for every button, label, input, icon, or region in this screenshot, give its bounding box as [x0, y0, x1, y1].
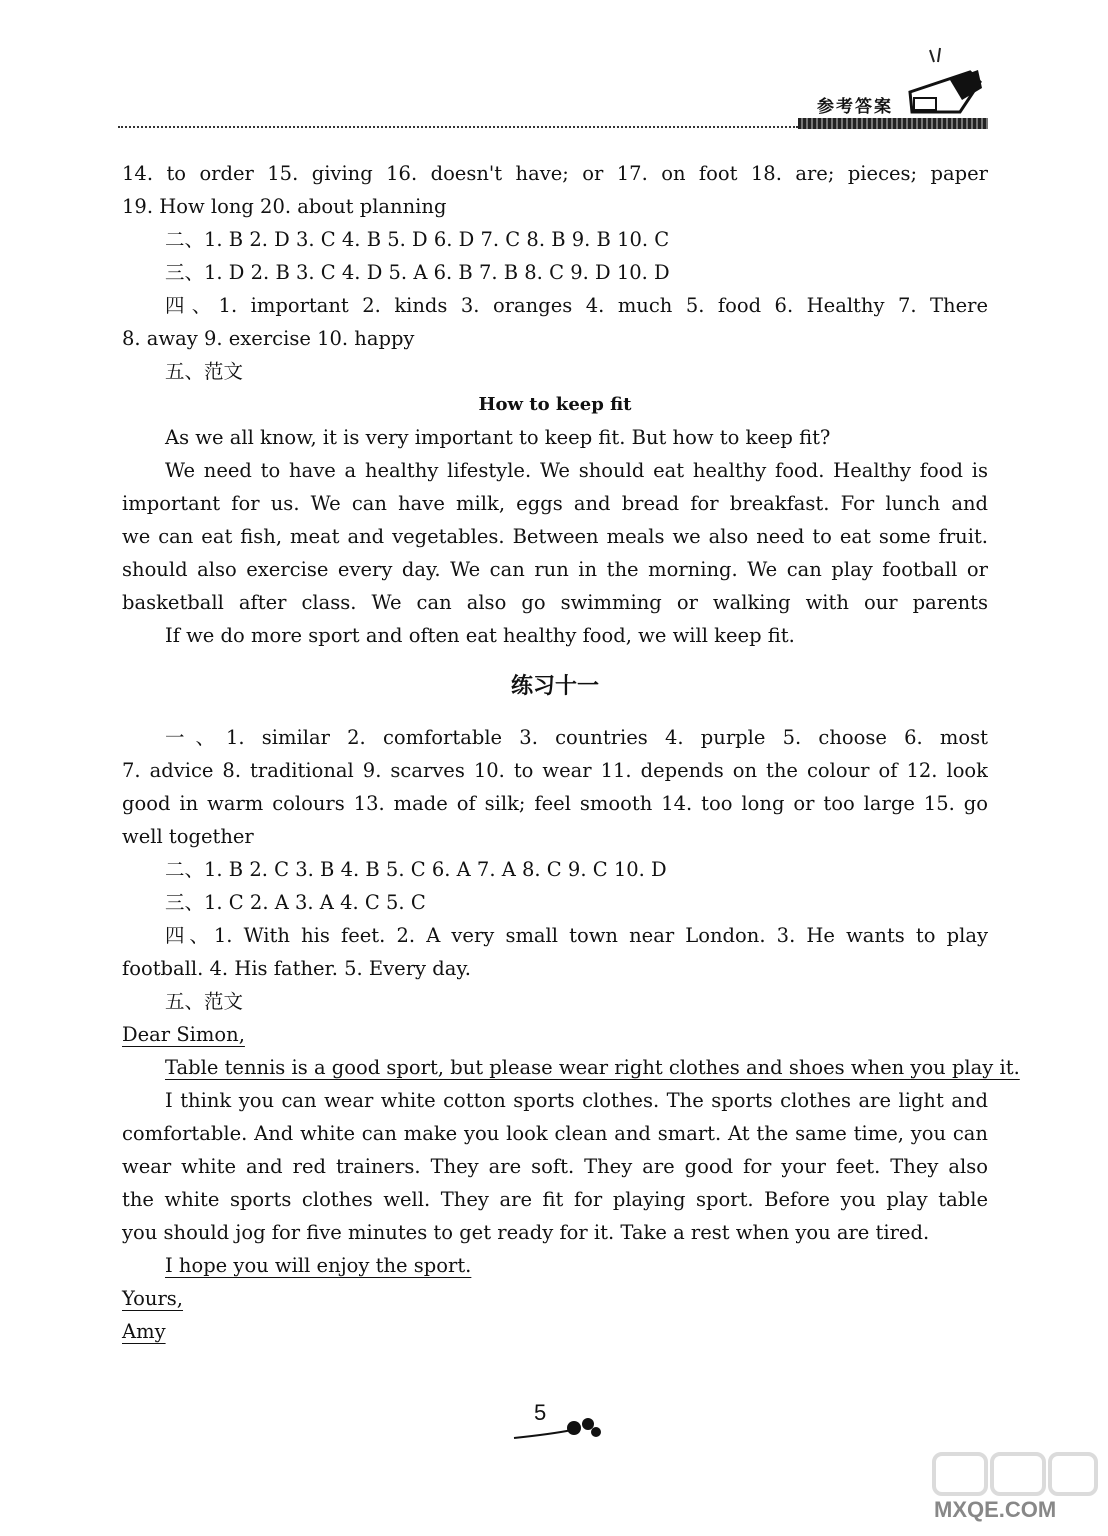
page-number: 5: [534, 1400, 547, 1425]
answer-line: football. 4. His father. 5. Every day.: [122, 957, 471, 980]
essay-line: important for us. We can have milk, eggs and bread for breakfast. For lunch and: [122, 492, 988, 515]
section-label: 五、范文: [165, 990, 244, 1013]
answer-line: 四、1. important 2. kinds 3. oranges 4. much 5. food 6. Healthy 7. There: [165, 294, 988, 317]
essay-title: How to keep fit: [478, 394, 632, 415]
answer-line: 一、1. similar 2. comfortable 3. countries 4. purple 5. choose 6. most: [165, 726, 988, 749]
essay-line: If we do more sport and often eat healthy food, we will keep fit.: [165, 624, 795, 647]
letter-closing: [165, 1249, 988, 1282]
page-ornament-icon: [512, 1412, 602, 1442]
answer-line: 8. away 9. exercise 10. happy: [122, 327, 415, 350]
letter-greeting: [122, 1018, 988, 1051]
letter-line: wear white and red trainers. They are soft. They are good for your feet. They also: [122, 1155, 988, 1178]
essay-line: As we all know, it is very important to keep fit. But how to keep fit?: [165, 426, 831, 449]
answer-line: 7. advice 8. traditional 9. scarves 10. to wear 11. depends on the colour of 12. look: [122, 759, 988, 782]
letter-line: I think you can wear white cotton sports clothes. The sports clothes are light and: [165, 1089, 988, 1112]
header-label: 参考答案: [817, 97, 893, 117]
essay-line: should also exercise every day. We can run in the morning. We can play football or: [122, 558, 988, 581]
section-heading: 练习十一: [510, 673, 599, 699]
watermark-text: MXQE.COM: [934, 1497, 1057, 1522]
letter-line: [165, 1051, 1020, 1084]
header-pen-icon: [900, 42, 986, 122]
essay-line: we can eat fish, meat and vegetables. Between meals we also need to eat some fruit.: [122, 525, 988, 548]
header-dotted-rule: [118, 126, 798, 128]
letter-greeting-text: Dear Simon,: [122, 1023, 245, 1046]
letter-signoff-text: Yours,: [122, 1287, 184, 1310]
essay-line: basketball after class. We can also go swimming or walking with our parents: [122, 591, 988, 614]
section-label: 五、范文: [165, 360, 244, 383]
letter-line: you should jog for five minutes to get ready for it. Take a rest when you are tired.: [122, 1221, 930, 1244]
header-bar: [798, 118, 988, 129]
answer-line: 19. How long 20. about planning: [122, 195, 447, 218]
essay-line: We need to have a healthy lifestyle. We should eat healthy food. Healthy food is: [165, 459, 988, 482]
answer-line: 四、1. With his feet. 2. A very small town near London. 3. He wants to play: [165, 924, 988, 947]
answer-line: 二、1. B 2. D 3. C 4. B 5. D 6. D 7. C 8. B 9. B 10. C: [165, 228, 670, 251]
letter-closing-text: I hope you will enjoy the sport.: [165, 1254, 472, 1277]
letter-signoff: [122, 1282, 988, 1315]
answer-line: well together: [122, 825, 254, 848]
answer-line: good in warm colours 13. made of silk; feel smooth 14. too long or too large 15. go: [122, 792, 988, 815]
letter-line: comfortable. And white can make you look clean and smart. At the same time, you can: [122, 1122, 988, 1145]
letter-opening-text: Table tennis is a good sport, but please wear right clothes and shoes when you play it.: [165, 1056, 1020, 1079]
answer-line: 14. to order 15. giving 16. doesn't have; or 17. on foot 18. are; pieces; paper: [122, 162, 988, 185]
letter-line: the white sports clothes well. They are fit for playing sport. Before you play table: [122, 1188, 988, 1211]
letter-signature: [122, 1315, 988, 1348]
answer-line: 三、1. D 2. B 3. C 4. D 5. A 6. B 7. B 8. C 9. D 10. D: [165, 261, 670, 284]
answer-line: 二、1. B 2. C 3. B 4. B 5. C 6. A 7. A 8. C 9. C 10. D: [165, 858, 667, 881]
answer-line: 三、1. C 2. A 3. A 4. C 5. C: [165, 891, 426, 914]
watermark-logo: [930, 1450, 1100, 1536]
letter-signature-text: Amy: [122, 1320, 166, 1343]
